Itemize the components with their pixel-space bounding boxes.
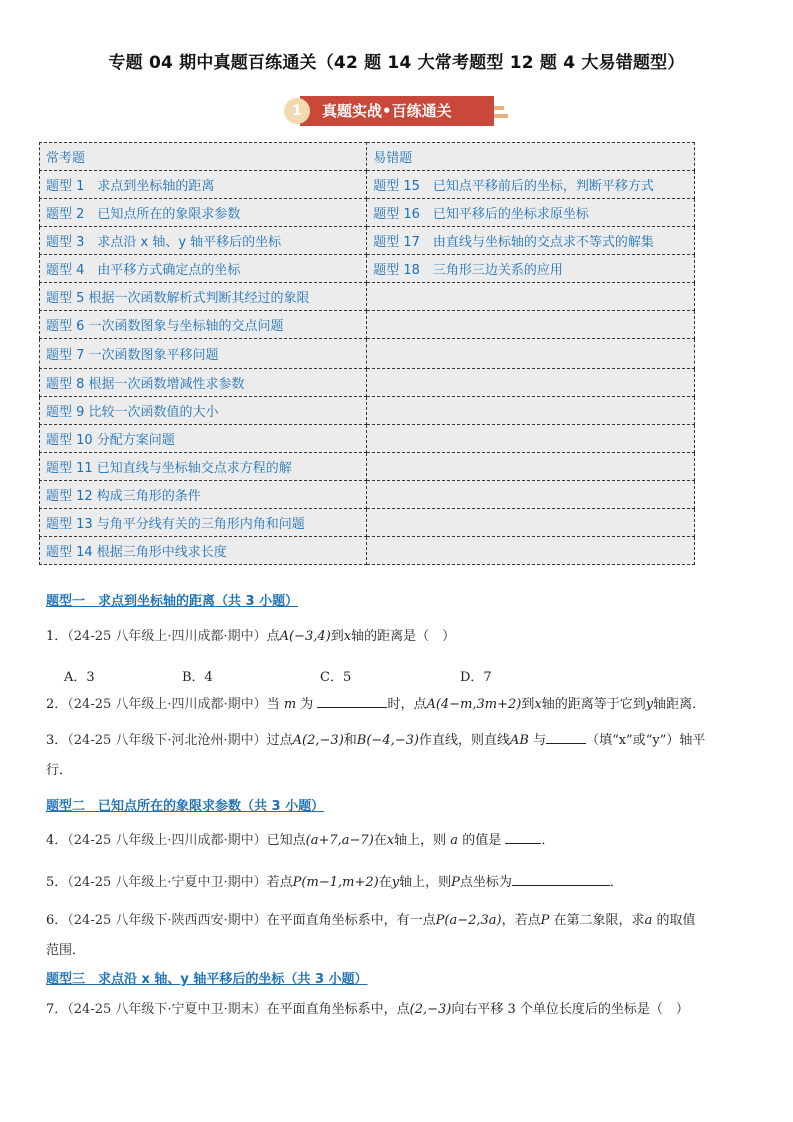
topic-link[interactable]: 题型 15 已知点平移前后的坐标，判断平移方式 — [367, 171, 695, 199]
banner-number-badge: 1 — [284, 98, 310, 124]
choice-c[interactable]: C．5 — [320, 670, 352, 685]
question-7: 7．（24-25 八年级下·宁夏中卫·期末）在平面直角坐标系中，点(2,−3)向右平移 3 个单位长度后的坐标是（ ） — [46, 1002, 689, 1017]
topic-link[interactable]: 题型 17 由直线与坐标轴的交点求不等式的解集 — [367, 227, 695, 255]
banner-stripe — [494, 114, 508, 118]
empty-cell — [367, 283, 695, 311]
topic-link[interactable]: 题型 9 比较一次函数值的大小 — [40, 397, 367, 425]
topic-link[interactable]: 题型 10 分配方案问题 — [40, 425, 367, 453]
answer-blank[interactable] — [546, 729, 586, 744]
banner-label: 真题实战•百练通关 — [322, 102, 452, 120]
choice-d[interactable]: D．7 — [460, 670, 492, 685]
topic-link[interactable]: 题型 3 求点沿 x 轴、y 轴平移后的坐标 — [40, 227, 367, 255]
topic-link[interactable]: 题型 12 构成三角形的条件 — [40, 481, 367, 509]
empty-cell — [367, 537, 695, 565]
topic-link[interactable]: 题型 4 由平移方式确定点的坐标 — [40, 255, 367, 283]
empty-cell — [367, 339, 695, 369]
answer-blank[interactable] — [317, 693, 387, 708]
topic-link[interactable]: 题型 8 根据一次函数增减性求参数 — [40, 369, 367, 397]
section-heading-3: 题型三 求点沿 x 轴、y 轴平移后的坐标（共 3 小题） — [46, 972, 368, 987]
page-title: 专题 04 期中真题百练通关（42 题 14 大常考题型 12 题 4 大易错题型） — [108, 53, 685, 73]
table-header-common: 常考题 — [40, 143, 367, 171]
question-3: 3．（24-25 八年级下·河北沧州·期中）过点A(2,−3)和B(−4,−3)作直线，则直线AB 与 （填“x”或“y”）轴平 行． — [46, 726, 751, 786]
section-heading-2: 题型二 已知点所在的象限求参数（共 3 小题） — [46, 799, 325, 814]
question-5: 5．（24-25 八年级上·宁夏中卫·期中）若点P(m−1,m+2)在y轴上，则P点坐标为 ． — [46, 868, 751, 898]
choice-b[interactable]: B．4 — [182, 670, 213, 685]
question-1-choices — [64, 666, 492, 685]
topic-link[interactable]: 题型 13 与角平分线有关的三角形内角和问题 — [40, 509, 367, 537]
choice-a[interactable]: A．3 — [64, 670, 95, 685]
answer-blank[interactable] — [512, 871, 610, 886]
topic-link[interactable]: 题型 16 已知平移后的坐标求原坐标 — [367, 199, 695, 227]
topic-link[interactable]: 题型 1 求点到坐标轴的距离 — [40, 171, 367, 199]
question-6: 6．（24-25 八年级下·陕西西安·期中）在平面直角坐标系中，有一点P(a−2,3a)，若点P 在第二象限，求a 的取值 范围． — [46, 913, 696, 958]
question-4: 4．（24-25 八年级上·四川成都·期中）已知点(a+7,a−7)在x轴上，则 a 的值是 ． — [46, 826, 751, 856]
topic-link[interactable]: 题型 7 一次函数图象平移问题 — [40, 339, 367, 369]
table-header-error: 易错题 — [367, 143, 695, 171]
section-banner — [280, 94, 512, 128]
section-heading-1: 题型一 求点到坐标轴的距离（共 3 小题） — [46, 594, 299, 609]
empty-cell — [367, 453, 695, 481]
topic-link[interactable]: 题型 14 根据三角形中线求长度 — [40, 537, 367, 565]
topic-link[interactable]: 题型 6 一次函数图象与坐标轴的交点问题 — [40, 311, 367, 339]
empty-cell — [367, 311, 695, 339]
answer-blank[interactable] — [505, 829, 541, 844]
topic-link[interactable]: 题型 18 三角形三边关系的应用 — [367, 255, 695, 283]
topic-link[interactable]: 题型 5 根据一次函数解析式判断其经过的象限 — [40, 283, 367, 311]
question-2: 2．（24-25 八年级上·四川成都·期中）当 m 为 时，点A(4−m,3m+2)到x轴的距离等于它到y轴距离． — [46, 690, 751, 720]
banner-stripe — [494, 106, 504, 110]
empty-cell — [367, 481, 695, 509]
empty-cell — [367, 509, 695, 537]
topic-link[interactable]: 题型 11 已知直线与坐标轴交点求方程的解 — [40, 453, 367, 481]
empty-cell — [367, 425, 695, 453]
topic-table — [39, 142, 695, 565]
question-1: 1．（24-25 八年级上·四川成都·期中）点A(−3,4)到x轴的距离是（ ） — [46, 629, 456, 644]
empty-cell — [367, 397, 695, 425]
empty-cell — [367, 369, 695, 397]
topic-link[interactable]: 题型 2 已知点所在的象限求参数 — [40, 199, 367, 227]
